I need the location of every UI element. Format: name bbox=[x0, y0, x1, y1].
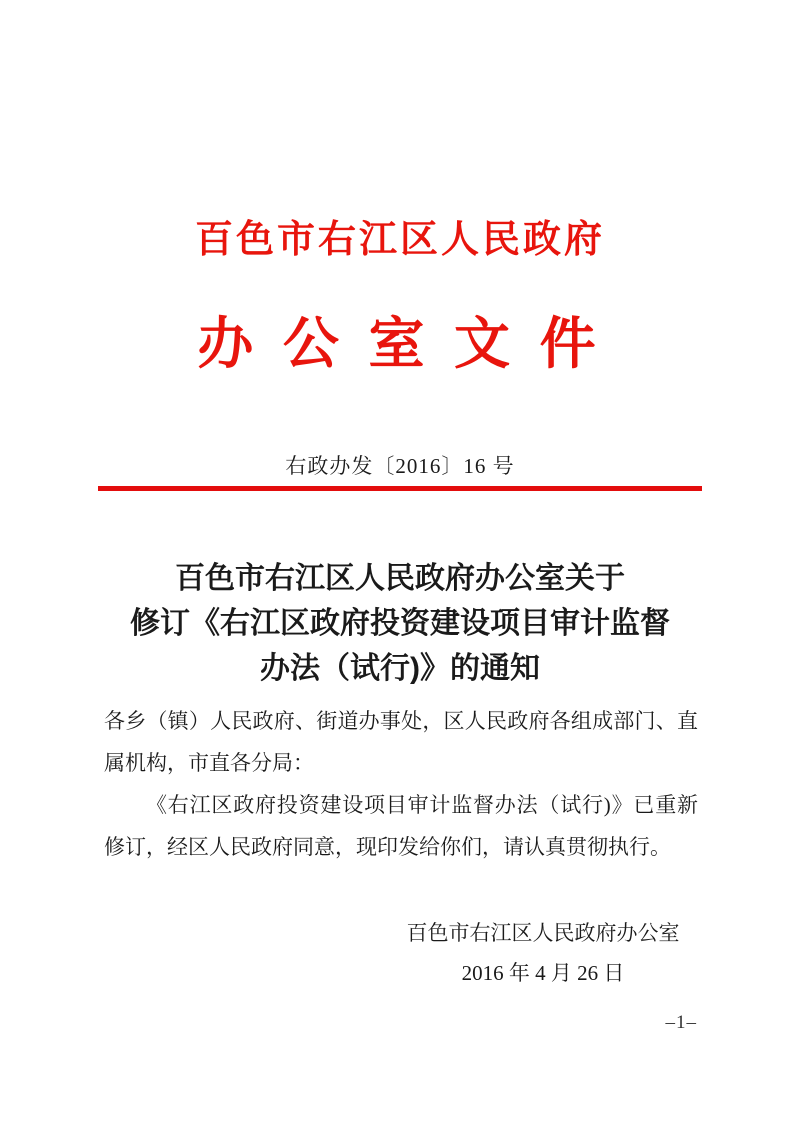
document-title-line-1: 百色市右江区人民政府办公室关于 bbox=[175, 562, 625, 595]
document-title bbox=[60, 556, 740, 691]
red-separator-rule bbox=[98, 486, 702, 491]
signature-date: 2016 年 4 月 26 日 bbox=[461, 961, 625, 985]
issuing-org-name: 百色市右江区人民政府 bbox=[194, 219, 605, 261]
document-body bbox=[104, 700, 698, 868]
body-paragraph-2: 《右江区政府投资建设项目审计监督办法（试行)》已重新修订，经区人民政府同意，现印发给你们，请认真贯彻执行。 bbox=[104, 793, 698, 859]
signature-org-name: 百色市右江区人民政府办公室 bbox=[406, 921, 680, 945]
document-title-line-2: 修订《右江区政府投资建设项目审计监督 bbox=[130, 607, 670, 640]
signature-block bbox=[400, 913, 686, 993]
document-reference-number: 右政办发〔2016〕16 号 bbox=[285, 454, 515, 478]
document-title-line-3: 办法（试行)》的通知 bbox=[260, 652, 540, 685]
body-paragraph-1: 各乡（镇）人民政府、街道办事处，区人民政府各组成部门、直属机构，市直各分局： bbox=[104, 709, 698, 775]
page-number: –1– bbox=[665, 1012, 697, 1033]
document-type-heading: 办 公 室 文 件 bbox=[197, 312, 603, 375]
